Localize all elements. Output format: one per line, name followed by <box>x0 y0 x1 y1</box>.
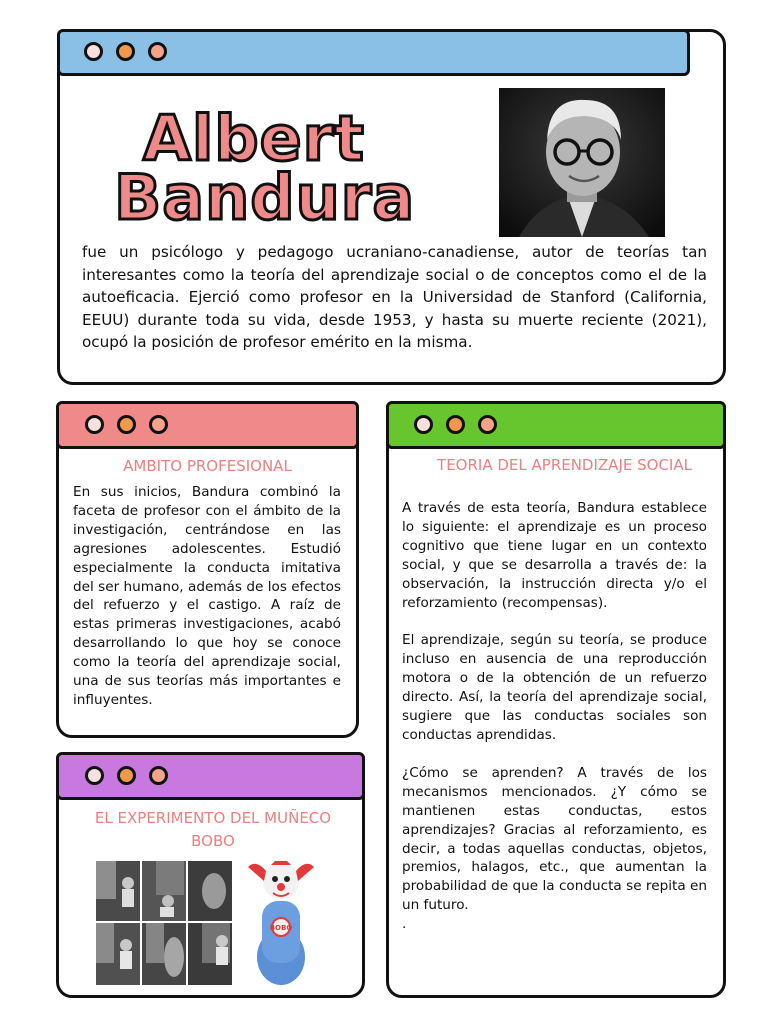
window-dot-1 <box>85 766 104 785</box>
teoria-paragraph-1: A través de esta teoría, Bandura establece lo siguiente: el aprendizaje es un proceso cognitivo que tiene lugar en un contexto social, y que se desarrolla a través de: la observación, la instrucción directa y/o el reforzamiento (recompensas). <box>402 500 707 611</box>
teoria-paragraph-4: . <box>402 916 407 933</box>
window-dot-3 <box>149 415 168 434</box>
window-dot-2 <box>446 415 465 434</box>
title-first-name: Albert <box>143 102 365 175</box>
window-dot-2 <box>117 766 136 785</box>
window-dot-1 <box>414 415 433 434</box>
window-dot-2 <box>117 415 136 434</box>
bobo-doll-photo <box>96 861 329 985</box>
teoria-paragraph-2: El aprendizaje, según su teoría, se produce incluso en ausencia de una reproducción motora o de la obtención de un refuerzo directo. Así, la teoría del aprendizaje social, sugiere que las conductas sociales son conductas aprendidas. <box>402 632 707 743</box>
experimento-window-dots <box>85 766 168 785</box>
teoria-window-dots <box>414 415 497 434</box>
window-dot-2 <box>116 42 135 61</box>
ambito-window-dots <box>85 415 168 434</box>
ambito-text: En sus inicios, Bandura combinó la faceta de profesor con el ámbito de la investigación, centrándose en las agresiones adolescentes. Estudió especialmente la conducta imitativa del ser humano, además de los efectos del refuerzo y el castigo. A raíz de estas primeras investigaciones, acabó desarrollando lo que hoy se conoce como la teoría del aprendizaje social, una de sus teorías más importantes e influyentes. <box>73 484 341 708</box>
experimento-heading: EL EXPERIMENTO DEL MUÑECO BOBO <box>94 809 332 850</box>
ambito-heading: AMBITO PROFESIONAL <box>123 457 292 475</box>
window-dot-1 <box>84 42 103 61</box>
teoria-paragraph-3: ¿Cómo se aprenden? A través de los mecanismos mencionados. ¿Y cómo se mantienen estas conductas, estos aprendizajes? Gracias al reforzamiento, es decir, a todas aquellas conductas, objetos, premios, halagos, etc., que aumentan la probabilidad de que la conducta se repita en un futuro. <box>402 764 707 914</box>
teoria-heading: TEORIA DEL APRENDIZAJE SOCIAL <box>437 456 692 474</box>
portrait-photo <box>499 88 665 237</box>
window-dot-3 <box>148 42 167 61</box>
window-dot-1 <box>85 415 104 434</box>
window-dot-3 <box>149 766 168 785</box>
title-last-name: Bandura <box>114 161 416 234</box>
intro-paragraph: fue un psicólogo y pedagogo ucraniano-canadiense, autor de teorías tan interesantes como la teoría del aprendizaje social o de conceptos como el de la autoeficacia. Ejerció como profesor en la Universidad de Stanford (California, EEUU) durante toda su vida, desde 1953, y hasta su muerte reciente (2021), ocupó la posición de profesor emérito en la misma. <box>82 243 707 352</box>
bobo-doll-label: BOBO <box>269 924 293 932</box>
teoria-text <box>402 499 707 934</box>
header-window-dots <box>84 42 167 61</box>
window-dot-3 <box>478 415 497 434</box>
